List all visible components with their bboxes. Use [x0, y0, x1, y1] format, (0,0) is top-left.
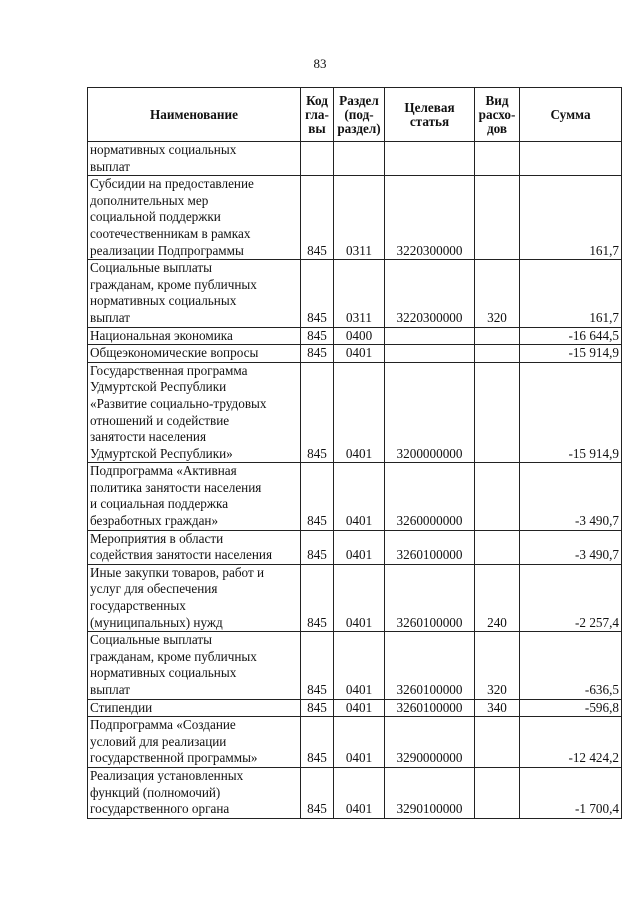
table-header-row	[88, 88, 622, 142]
row-section: 0401	[334, 632, 385, 699]
row-target	[385, 142, 475, 176]
row-expense-type	[475, 530, 520, 564]
table-row	[88, 767, 622, 818]
row-code: 845	[301, 463, 334, 530]
table-row	[88, 176, 622, 260]
row-code: 845	[301, 327, 334, 345]
row-name: Мероприятия в области содействия занятости населения	[88, 530, 301, 564]
row-section: 0401	[334, 699, 385, 717]
row-expense-type	[475, 345, 520, 363]
budget-table	[87, 87, 622, 819]
row-section: 0401	[334, 345, 385, 363]
row-name: Социальные выплаты гражданам, кроме публичных нормативных социальных выплат	[88, 260, 301, 327]
row-expense-type: 240	[475, 564, 520, 631]
row-target: 3220300000	[385, 176, 475, 260]
row-target: 3220300000	[385, 260, 475, 327]
row-sum: -596,8	[520, 699, 622, 717]
table-row	[88, 717, 622, 768]
row-sum: -3 490,7	[520, 463, 622, 530]
header-sum: Сумма	[520, 88, 622, 142]
row-target: 3260100000	[385, 699, 475, 717]
row-section: 0401	[334, 564, 385, 631]
row-section	[334, 142, 385, 176]
row-name: Субсидии на предоставление дополнительных мер социальной поддержки соотечественникам в рамках реализации Подпрограммы	[88, 176, 301, 260]
row-section: 0401	[334, 362, 385, 463]
row-target: 3260000000	[385, 463, 475, 530]
row-name: Общеэкономические вопросы	[88, 345, 301, 363]
row-name: Социальные выплаты гражданам, кроме публичных нормативных социальных выплат	[88, 632, 301, 699]
row-code: 845	[301, 717, 334, 768]
row-expense-type	[475, 463, 520, 530]
table-body	[88, 142, 622, 819]
row-name: Государственная программа Удмуртской Республики «Развитие социально-трудовых отношений и содействие занятости населения Удмуртской Республики»	[88, 362, 301, 463]
row-code: 845	[301, 260, 334, 327]
row-expense-type	[475, 362, 520, 463]
row-expense-type: 340	[475, 699, 520, 717]
row-section: 0311	[334, 176, 385, 260]
row-sum: -2 257,4	[520, 564, 622, 631]
header-name: Наименование	[88, 88, 301, 142]
table-row	[88, 260, 622, 327]
header-section: Раздел (под-раздел)	[334, 88, 385, 142]
row-sum	[520, 142, 622, 176]
row-section: 0401	[334, 767, 385, 818]
table-row	[88, 142, 622, 176]
row-sum: -15 914,9	[520, 345, 622, 363]
row-name: Реализация установленных функций (полномочий) государственного органа	[88, 767, 301, 818]
row-sum: -636,5	[520, 632, 622, 699]
row-target: 3260100000	[385, 564, 475, 631]
row-expense-type	[475, 327, 520, 345]
row-name: Подпрограмма «Создание условий для реализации государственной программы»	[88, 717, 301, 768]
row-code: 845	[301, 564, 334, 631]
table-row	[88, 530, 622, 564]
row-section: 0401	[334, 463, 385, 530]
row-name: Стипендии	[88, 699, 301, 717]
row-code: 845	[301, 362, 334, 463]
table-row	[88, 345, 622, 363]
row-code: 845	[301, 176, 334, 260]
row-code: 845	[301, 632, 334, 699]
row-target: 3260100000	[385, 530, 475, 564]
row-sum: -1 700,4	[520, 767, 622, 818]
row-section: 0311	[334, 260, 385, 327]
header-target: Целевая статья	[385, 88, 475, 142]
row-sum: 161,7	[520, 260, 622, 327]
row-name: нормативных социальных выплат	[88, 142, 301, 176]
row-expense-type	[475, 767, 520, 818]
row-target: 3290100000	[385, 767, 475, 818]
header-expense-type: Вид расхо-дов	[475, 88, 520, 142]
row-code: 845	[301, 767, 334, 818]
page-number: 83	[313, 56, 327, 71]
row-expense-type	[475, 717, 520, 768]
row-target	[385, 327, 475, 345]
row-sum: -16 644,5	[520, 327, 622, 345]
row-expense-type: 320	[475, 632, 520, 699]
table-row	[88, 564, 622, 631]
row-expense-type	[475, 176, 520, 260]
row-section: 0401	[334, 530, 385, 564]
row-sum: -15 914,9	[520, 362, 622, 463]
row-target: 3260100000	[385, 632, 475, 699]
row-sum: -3 490,7	[520, 530, 622, 564]
row-target: 3200000000	[385, 362, 475, 463]
row-sum: -12 424,2	[520, 717, 622, 768]
row-name: Подпрограмма «Активная политика занятости населения и социальная поддержка безработных граждан»	[88, 463, 301, 530]
table-row	[88, 699, 622, 717]
header-code: Код гла-вы	[301, 88, 334, 142]
table-row	[88, 463, 622, 530]
table-row	[88, 632, 622, 699]
row-section: 0400	[334, 327, 385, 345]
row-section: 0401	[334, 717, 385, 768]
row-code: 845	[301, 699, 334, 717]
row-target: 3290000000	[385, 717, 475, 768]
row-target	[385, 345, 475, 363]
table-row	[88, 327, 622, 345]
row-code: 845	[301, 345, 334, 363]
row-expense-type: 320	[475, 260, 520, 327]
row-name: Национальная экономика	[88, 327, 301, 345]
row-code: 845	[301, 530, 334, 564]
row-sum: 161,7	[520, 176, 622, 260]
row-name: Иные закупки товаров, работ и услуг для обеспечения государственных (муниципальных) нужд	[88, 564, 301, 631]
table-row	[88, 362, 622, 463]
row-code	[301, 142, 334, 176]
row-expense-type	[475, 142, 520, 176]
